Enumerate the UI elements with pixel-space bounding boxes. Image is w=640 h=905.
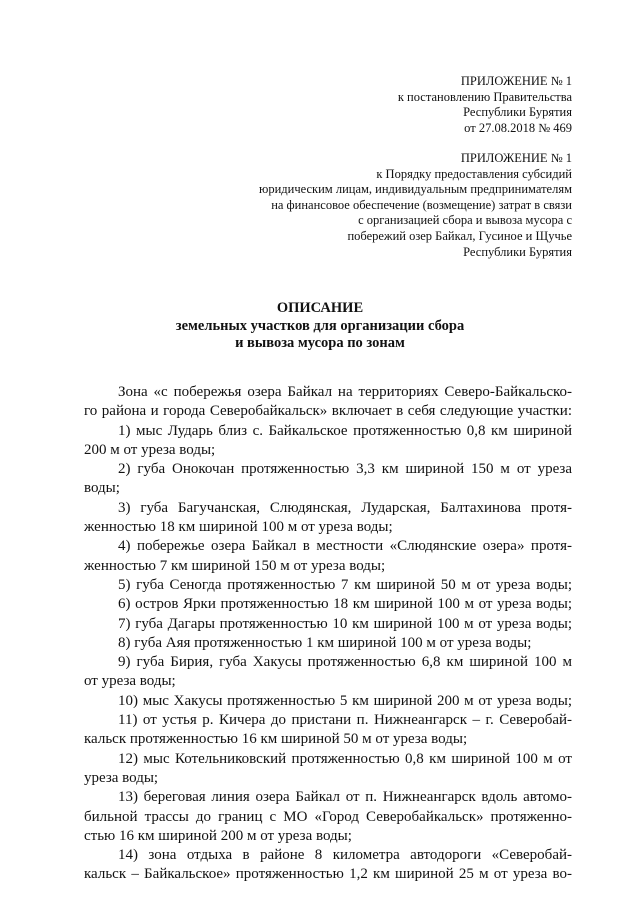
body-line: 11) от устья р. Кичера до пристани п. Нижнеангарск – г. Северобай-	[118, 712, 572, 729]
body-line: женностью 7 км шириной 150 м от уреза воды;	[84, 557, 386, 574]
header2-line1: ПРИЛОЖЕНИЕ № 1	[460, 151, 572, 165]
body-line: женностью 18 км шириной 100 м от уреза воды;	[84, 519, 393, 536]
body-line: 8) губа Аяя протяженностью 1 км шириной 100 м от уреза воды;	[118, 634, 532, 651]
body-line: Зона «с побережья озера Байкал на территориях Северо-Байкальско-	[118, 384, 572, 400]
body-line: 1) мыс Лударь близ с. Байкальское протяженностью 0,8 км шириной	[118, 422, 572, 439]
body-line: уреза воды;	[84, 769, 159, 786]
body-line: 13) береговая линия озера Байкал от п. Нижнеангарск вдоль автомо-	[118, 789, 572, 806]
body-line: 7) губа Дагары протяженностью 10 км шириной 100 м от уреза воды;	[118, 615, 572, 632]
body-line: бильной трассы до границ с МО «Город Северобайкальск» протяженно-	[84, 808, 572, 825]
header2-line3: юридическим лицам, индивидуальным предпринимателям	[259, 182, 572, 197]
body-line: 12) мыс Котельниковский протяженностью 0,8 км шириной 100 м от	[118, 750, 572, 767]
document-body	[84, 383, 572, 885]
body-line: 2) губа Онокочан протяженностью 3,3 км шириной 150 м от уреза	[118, 461, 572, 478]
body-line: 10) мыс Хакусы протяженностью 5 км шириной 200 м от уреза воды;	[118, 692, 572, 709]
body-line: 3) губа Багучанская, Слюдянская, Лударская, Балтахинова протя-	[118, 499, 572, 516]
header2-line7: Республики Бурятия	[463, 244, 572, 259]
body-line: 14) зона отдыха в районе 8 километра автодороги «Северобай-	[118, 847, 572, 864]
body-line: кальск протяженностью 16 км шириной 50 м от уреза воды;	[84, 731, 468, 748]
title-line2: земельных участков для организации сбора	[175, 317, 465, 334]
header2-line4: на финансовое обеспечение (возмещение) затрат в связи	[271, 197, 572, 212]
body-line: воды;	[84, 480, 120, 497]
header2-line2: к Порядку предоставления субсидий	[376, 166, 572, 181]
body-line: от уреза воды;	[84, 673, 176, 690]
body-line: 9) губа Бирия, губа Хакусы протяженностью 6,8 км шириной 100 м	[118, 654, 572, 671]
body-line: кальск – Байкальское» протяженностью 1,2 км шириной 25 м от уреза во-	[84, 866, 572, 883]
body-line: го района и города Северобайкальск» включает в себя следующие участки:	[84, 403, 572, 420]
body-line: 4) побережье озера Байкал в местности «Слюдянские озера» протя-	[118, 538, 572, 555]
header2-line6: побережий озер Байкал, Гусиное и Щучье	[347, 228, 572, 243]
header1-line1: ПРИЛОЖЕНИЕ № 1	[460, 74, 572, 88]
body-line: стью 16 км шириной 200 м от уреза воды;	[84, 827, 352, 844]
header2-line5: с организацией сбора и вывоза мусора с	[358, 213, 572, 228]
body-line: 6) остров Ярки протяженностью 18 км шириной 100 м от уреза воды;	[118, 596, 572, 613]
body-line: 5) губа Сеногда протяженностью 7 км шириной 50 м от уреза воды;	[118, 576, 572, 593]
header1-line2: к постановлению Правительства	[397, 89, 572, 104]
header1-line3: Республики Бурятия	[463, 105, 572, 120]
title-line3: и вывоза мусора по зонам	[235, 335, 405, 351]
approval-header-government	[398, 74, 572, 136]
approval-header-procedure	[259, 151, 572, 260]
header1-line4: от 27.08.2018 № 469	[464, 120, 572, 135]
title-line1: ОПИСАНИЕ	[276, 300, 364, 316]
body-line: 200 м от уреза воды;	[84, 441, 216, 458]
document-title	[0, 300, 640, 353]
